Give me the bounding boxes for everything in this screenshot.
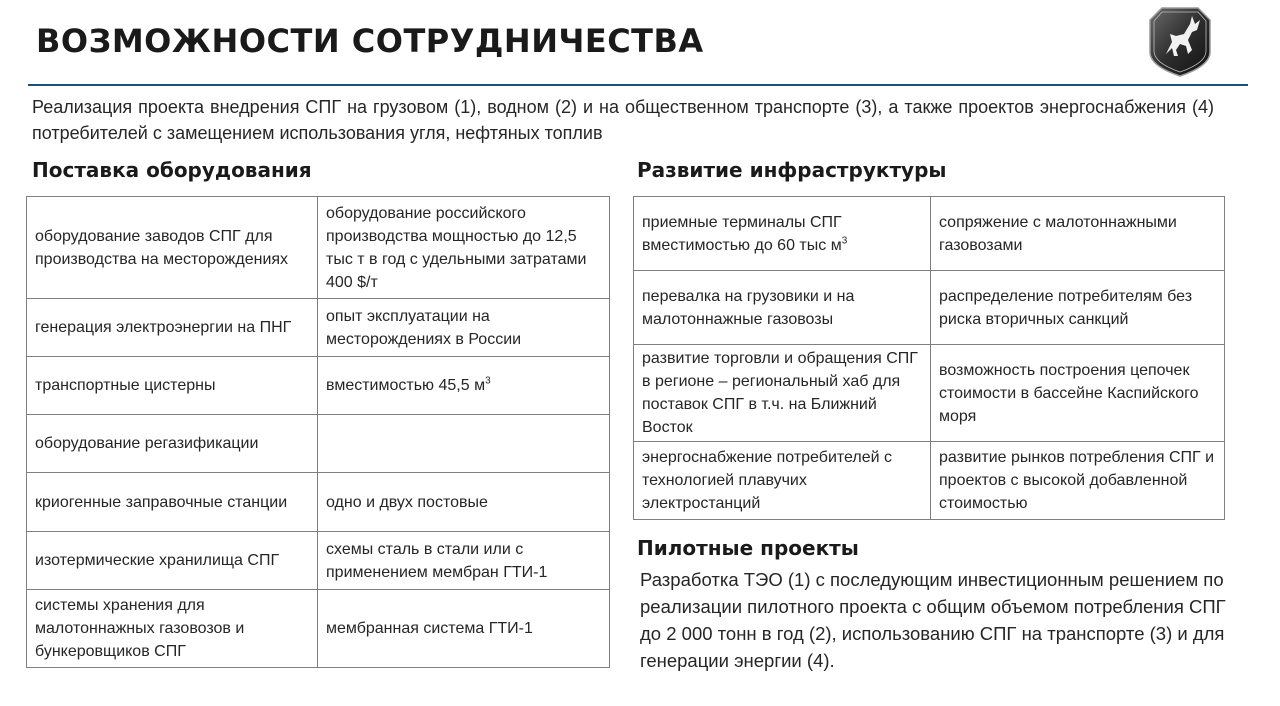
equipment-detail-cell: схемы сталь в стали или с применением мембран ГТИ-1 bbox=[318, 532, 610, 590]
table-row bbox=[634, 345, 1225, 442]
table-row bbox=[27, 590, 610, 668]
table-row bbox=[27, 415, 610, 473]
equipment-item-cell: оборудование заводов СПГ для производства на месторождениях bbox=[27, 197, 318, 299]
table-row bbox=[27, 357, 610, 415]
superscript: 3 bbox=[841, 235, 848, 247]
infrastructure-left-cell: развитие торговли и обращения СПГ в регионе – региональный хаб для поставок СПГ в т.ч. на Ближний Восток bbox=[634, 345, 931, 442]
equipment-detail-cell: опыт эксплуатации на месторождениях в России bbox=[318, 299, 610, 357]
equipment-item-cell: генерация электроэнергии на ПНГ bbox=[27, 299, 318, 357]
equipment-item-cell: криогенные заправочные станции bbox=[27, 473, 318, 532]
infrastructure-right-cell: распределение потребителям без риска вторичных санкций bbox=[931, 271, 1225, 345]
table-row bbox=[634, 197, 1225, 271]
infrastructure-table bbox=[633, 196, 1225, 520]
header-divider bbox=[28, 84, 1248, 86]
table-row bbox=[27, 532, 610, 590]
infrastructure-left-cell bbox=[634, 197, 931, 271]
table-row bbox=[27, 299, 610, 357]
intro-paragraph: Реализация проекта внедрения СПГ на грузовом (1), водном (2) и на общественном транспорте (3), а также проектов энергоснабжения (4) потребителей с замещением использования угля, нефтяных топлив bbox=[32, 97, 1214, 143]
table-row bbox=[634, 271, 1225, 345]
infrastructure-right-cell: развитие рынков потребления СПГ и проектов с высокой добавленной стоимостью bbox=[931, 442, 1225, 520]
equipment-table bbox=[26, 196, 610, 668]
equipment-detail-cell: оборудование российского производства мощностью до 12,5 тыс т в год с удельными затратами 400 $/т bbox=[318, 197, 610, 299]
equipment-section-title: Поставка оборудования bbox=[32, 158, 312, 182]
table-row bbox=[27, 197, 610, 299]
equipment-detail-cell: одно и двух постовые bbox=[318, 473, 610, 532]
equipment-item-cell: транспортные цистерны bbox=[27, 357, 318, 415]
pilot-paragraph: Разработка ТЭО (1) с последующим инвестиционным решением по реализации пилотного проекта с общим объемом потребления СПГ до 2 000 тонн в год (2), использованию СПГ на транспорте (3) и для генерации энергии (4). bbox=[640, 569, 1226, 671]
superscript: 3 bbox=[485, 375, 491, 387]
gaz-deer-logo-icon bbox=[1148, 6, 1212, 78]
infrastructure-left-text: приемные терминалы СПГ вместимостью до 60 тыс м bbox=[642, 213, 842, 254]
equipment-detail-cell: мембранная система ГТИ-1 bbox=[318, 590, 610, 668]
equipment-item-cell: оборудование регазификации bbox=[27, 415, 318, 473]
infrastructure-section-title: Развитие инфраструктуры bbox=[637, 158, 947, 182]
page-title: ВОЗМОЖНОСТИ СОТРУДНИЧЕСТВА bbox=[36, 22, 704, 60]
infrastructure-right-cell: возможность построения цепочек стоимости в бассейне Каспийского моря bbox=[931, 345, 1225, 442]
equipment-item-cell: изотермические хранилища СПГ bbox=[27, 532, 318, 590]
pilot-section-title: Пилотные проекты bbox=[637, 536, 859, 560]
infrastructure-left-cell: перевалка на грузовики и на малотоннажные газовозы bbox=[634, 271, 931, 345]
infrastructure-left-cell: энергоснабжение потребителей с технологией плавучих электростанций bbox=[634, 442, 931, 520]
equipment-detail-text: вместимостью 45,5 м bbox=[326, 377, 486, 394]
equipment-detail-cell bbox=[318, 415, 610, 473]
table-row bbox=[634, 442, 1225, 520]
infrastructure-right-cell: сопряжение с малотоннажными газовозами bbox=[931, 197, 1225, 271]
table-row bbox=[27, 473, 610, 532]
equipment-item-cell: системы хранения для малотоннажных газовозов и бункеровщиков СПГ bbox=[27, 590, 318, 668]
equipment-detail-cell bbox=[318, 357, 610, 415]
